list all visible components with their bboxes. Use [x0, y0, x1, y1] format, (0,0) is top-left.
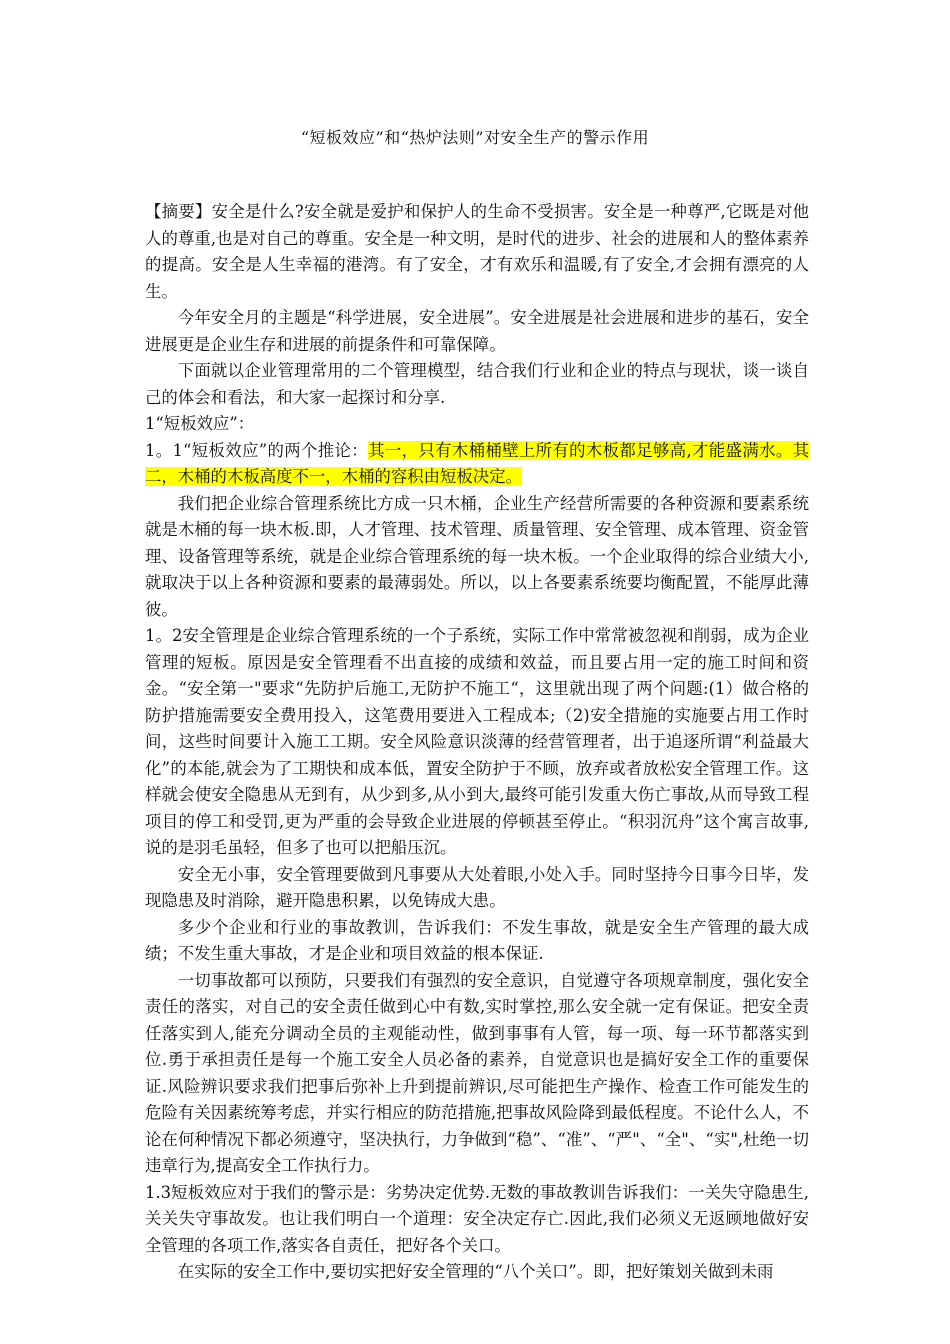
body-paragraph: 安全无小事，安全管理要做到凡事要从大处着眼,小处入手。同时坚持今日事今日毕，发现隐患及时消除，避开隐患积累，以免铸成大患。 — [145, 864, 809, 910]
subsection-paragraph — [145, 438, 809, 491]
subsection-paragraph: 1.3短板效应对于我们的警示是：劣势决定优势.无数的事故教训告诉我们：一关失守隐患生,关关失守事故发。也让我们明白一个道理：安全决定存亡.因此,我们必须义无返顾地做好安全管理的各项工作,落实各自责任，把好各个关口。 — [145, 1182, 809, 1255]
abstract-paragraph: 【摘要】安全是什么?安全就是爱护和保护人的生命不受损害。安全是一种尊严,它既是对他人的尊重,也是对自己的尊重。安全是一种文明，是时代的进步、社会的进展和人的整体素养的提高。安全是人生幸福的港湾。有了安全，才有欢乐和温暖,有了安全,才会拥有漂亮的人生。 — [145, 202, 809, 301]
subsection-lead: 1。1“短板效应”的两个推论： — [145, 440, 369, 460]
subsection-paragraph: 1。2安全管理是企业综合管理系统的一个子系统，实际工作中常常被忽视和削弱，成为企业管理的短板。原因是安全管理看不出直接的成绩和效益，而且要占用一定的施工时间和资金。“安全第一"要求“先防护后施工,无防护不施工“，这里就出现了两个问题:(1）做合格的防护措施需要安全费用投入，这笔费用要进入工程成本;（2)安全措施的实施要占用工作时间，这些时间要计入施工工期。安全风险意识淡薄的经营管理者，出于追逐所谓“利益最大化”的本能,就会为了工期快和成本低，置安全防护于不顾，放弃或者放松安全管理工作。这样就会使安全隐患从无到有，从少到多,从小到大,最终可能引发重大伤亡事故,从而导致工程项目的停工和受罚,更为严重的会导致企业进展的停顿甚至停止。“积羽沉舟”这个寓言故事,说的是羽毛虽轻，但多了也可以把船压沉。 — [145, 626, 809, 857]
body-paragraph: 在实际的安全工作中,要切实把好安全管理的“八个关口”。即，把好策划关做到未雨 — [177, 1262, 774, 1281]
document-body — [145, 199, 809, 1286]
document-title: “短板效应”和“热炉法则”对安全生产的警示作用 — [300, 128, 650, 147]
body-paragraph: 一切事故都可以预防，只要我们有强烈的安全意识，自觉遵守各项规章制度，强化安全责任的落实，对自己的安全责任做到心中有数,实时掌控,那么安全就一定有保证。把安全责任落实到人,能充分调动全员的主观能动性，做到事事有人管，每一项、每一环节都落实到位.勇于承担责任是每一个施工安全人员必备的素养，自觉意识也是搞好安全工作的重要保证.风险辨识要求我们把事后弥补上升到提前辨识,尽可能把生产操作、检查工作可能发生的危险有关因素统筹考虑，并实行相应的防范措施,把事故风险降到最低程度。不论什么人，不论在何种情况下都必须遵守，坚决执行，力争做到“稳”、“准”、“严"、“全"、“实",杜绝一切违章行为,提高安全工作执行力。 — [145, 970, 809, 1175]
body-paragraph: 多少个企业和行业的事故教训，告诉我们：不发生事故，就是安全生产管理的最大成绩；不发生重大事故，才是企业和项目效益的根本保证. — [145, 917, 809, 963]
body-paragraph: 今年安全月的主题是“科学进展，安全进展”。安全进展是社会进展和进步的基石，安全进展更是企业生存和进展的前提条件和可靠保障。 — [145, 308, 809, 354]
section-heading: 1“短板效应”： — [145, 414, 255, 433]
body-paragraph: 下面就以企业管理常用的二个管理模型，结合我们行业和企业的特点与现状，谈一谈自己的体会和看法，和大家一起探讨和分享. — [145, 361, 809, 407]
body-paragraph: 我们把企业综合管理系统比方成一只木桶，企业生产经营所需要的各种资源和要素系统就是木桶的每一块木板.即，人才管理、技术管理、质量管理、安全管理、成本管理、资金管理、设备管理等系统，就是企业综合管理系统的每一块木板。一个企业取得的综合业绩大小,就取决于以上各种资源和要素的最薄弱处。所以，以上各要素系统要均衡配置，不能厚此薄彼。 — [145, 493, 809, 619]
highlighted-text: 其一，只有木桶桶壁上所有的木板都足够高,才能盛满水。其二，木桶的木板高度不一，木桶的容积由短板决定。 — [145, 440, 809, 486]
